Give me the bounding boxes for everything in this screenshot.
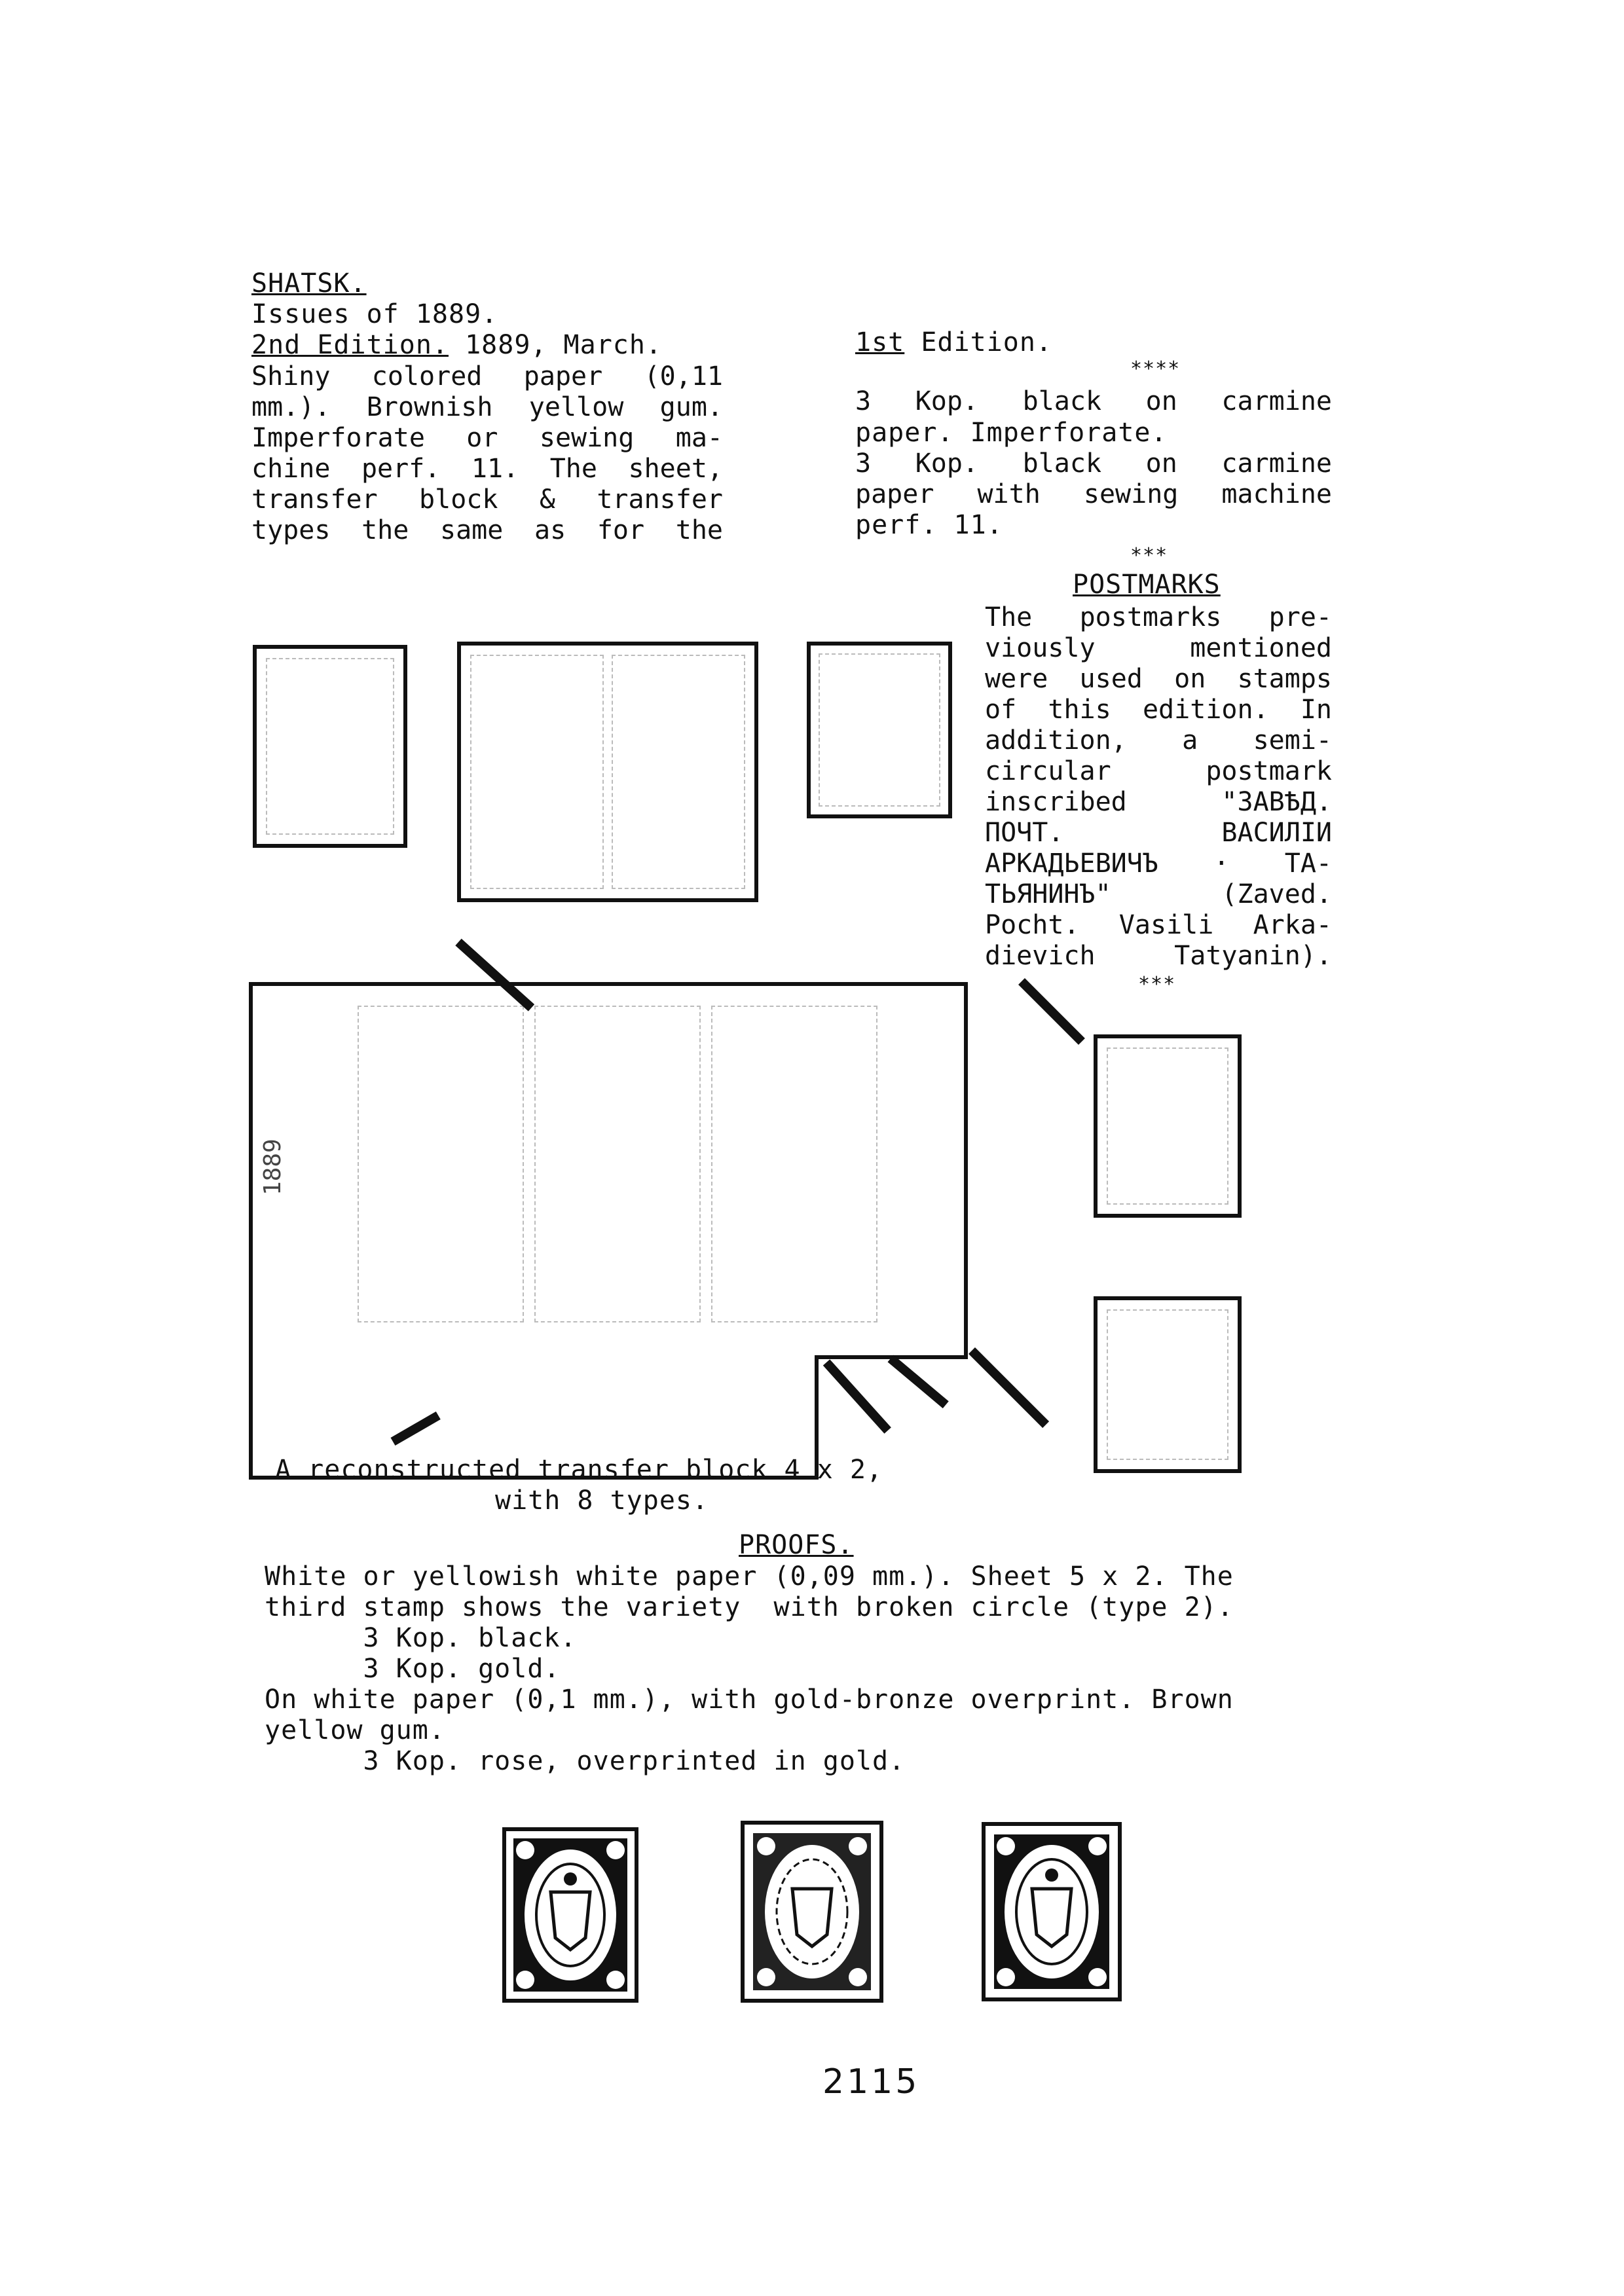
postmarks-line-8: ПОЧТ. ВАСИЛІИ [985, 818, 1332, 848]
block-caption-2: with 8 types. [495, 1485, 709, 1516]
right-line-4: paper with sewing machine [855, 479, 1332, 509]
edition2-date: 1889, March. [448, 330, 663, 360]
stars-2: *** [1130, 544, 1168, 567]
page-number: 2115 [822, 2062, 920, 2102]
left-line-4: chine perf. 11. The sheet, [251, 454, 723, 484]
proof-stamp-1 [502, 1827, 639, 2003]
edition2-line [251, 330, 662, 361]
stamp-frame-right-lower [1094, 1296, 1242, 1473]
proofs-line-6: yellow gum. [265, 1715, 445, 1745]
proof-stamp-3 [981, 1821, 1122, 2002]
stamp-frame-small-left [253, 645, 407, 848]
pointer-arrow-4 [888, 1355, 949, 1408]
edition1-sup: 1st [855, 327, 905, 357]
stamp-frame-right-upper [1094, 1034, 1242, 1218]
postmarks-line-4: of this edition. In [985, 695, 1332, 725]
proofs-line-4: 3 Kop. gold. [265, 1654, 561, 1684]
proofs-line-2: third stamp shows the variety with broken circle (type 2). [265, 1592, 1234, 1622]
postmarks-stars: *** [1138, 973, 1176, 996]
left-line-1: Shiny colored paper (0,11 [251, 361, 723, 392]
stamp-pair-frame [457, 642, 758, 902]
postmarks-line-1: The postmarks pre- [985, 602, 1332, 632]
pointer-arrow-5 [969, 1347, 1049, 1428]
left-line-6: types the same as for the [251, 515, 723, 545]
left-line-3: Imperforate or sewing ma- [251, 423, 723, 453]
proofs-line-5: On white paper (0,1 mm.), with gold-bronze overprint. Brown [265, 1685, 1234, 1715]
block-side-label: 1889 [259, 1139, 286, 1195]
postmarks-line-5: addition, a semi- [985, 725, 1332, 756]
stars-1: **** [1130, 357, 1181, 380]
right-line-1: 3 Kop. black on carmine [855, 386, 1332, 416]
postmarks-line-6: circular postmark [985, 756, 1332, 786]
issues-heading: Issues of 1889. [251, 299, 498, 329]
proofs-line-3: 3 Kop. black. [265, 1623, 577, 1653]
postmarks-line-7: inscribed "ЗАВѢД. [985, 787, 1332, 817]
transfer-block-step [815, 1336, 968, 1359]
postmarks-line-12: dievich Tatyanin). [985, 941, 1332, 971]
edition2-label: 2nd Edition. [251, 330, 449, 360]
edition1-heading [855, 327, 1052, 358]
postmarks-heading: POSTMARKS [1073, 570, 1221, 600]
transfer-block [249, 982, 968, 1342]
proof-stamp-2 [740, 1820, 884, 2003]
pointer-arrow-3 [823, 1359, 891, 1433]
right-line-2: paper. Imperforate. [855, 418, 1168, 448]
postmarks-line-2: viously mentioned [985, 633, 1332, 663]
proofs-heading: PROOFS. [739, 1530, 854, 1560]
postmarks-line-10: ТЬЯНИНЪ" (Zaved. [985, 879, 1332, 909]
postmarks-line-9: АРКАДЬЕВИЧЪ · ТА- [985, 848, 1332, 879]
block-caption-1: A reconstructed transfer block 4 x 2, [275, 1455, 883, 1485]
edition1-rest: Edition. [904, 327, 1052, 357]
left-line-5: transfer block & transfer [251, 484, 723, 515]
proofs-line-1: White or yellowish white paper (0,09 mm.). Sheet 5 x 2. The [265, 1561, 1234, 1592]
stamp-frame-small-right [807, 642, 952, 818]
postmarks-line-3: were used on stamps [985, 664, 1332, 694]
pointer-arrow-2 [1018, 978, 1085, 1045]
right-line-5: perf. 11. [855, 510, 1003, 540]
section-title: SHATSK. [251, 268, 367, 299]
postmarks-line-11: Pocht. Vasili Arka- [985, 910, 1332, 940]
right-line-3: 3 Kop. black on carmine [855, 448, 1332, 479]
proofs-line-7: 3 Kop. rose, overprinted in gold. [265, 1746, 906, 1776]
left-line-2: mm.). Brownish yellow gum. [251, 392, 723, 422]
